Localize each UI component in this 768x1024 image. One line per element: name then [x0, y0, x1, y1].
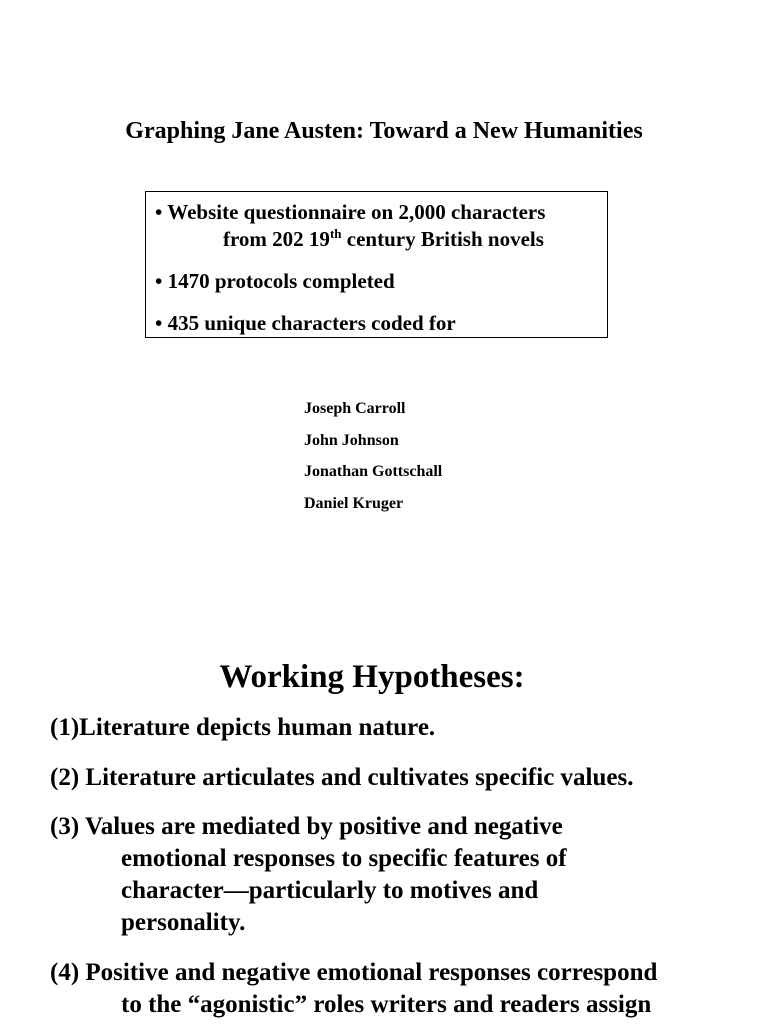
hypothesis-4-line: (4) Positive and negative emotional responses correspond: [50, 959, 658, 986]
author-name: Daniel Kruger: [304, 494, 404, 512]
hypothesis-1: (1)Literature depicts human nature.: [50, 714, 436, 741]
hypothesis-3: [50, 811, 567, 939]
author-name: Jonathan Gottschall: [304, 463, 443, 480]
hypothesis-2: (2) Literature articulates and cultivates specific values.: [50, 764, 634, 791]
hypothesis-3-line: personality.: [121, 909, 246, 936]
author-list: [304, 397, 442, 523]
page-title: Graphing Jane Austen: Toward a New Humanities: [125, 118, 643, 144]
hypothesis-3-line: (3) Values are mediated by positive and negative: [50, 813, 563, 840]
hypothesis-4-line: to the “agonistic” roles writers and readers assign: [121, 991, 652, 1018]
hypothesis-3-line: emotional responses to specific features of: [121, 845, 567, 872]
summary-bullet-questionnaire: • Website questionnaire on 2,000 characters: [155, 200, 546, 224]
summary-box: [145, 191, 608, 338]
century-text: century British novels: [341, 227, 544, 251]
author-name: Joseph Carroll: [304, 400, 406, 417]
summary-bullet-characters: • 435 unique characters coded for: [155, 311, 456, 335]
author-name: John Johnson: [304, 431, 399, 449]
summary-bullet-questionnaire-continuation: [223, 226, 544, 252]
hypothesis-4: [50, 957, 657, 1021]
hypotheses-heading: Working Hypotheses:: [219, 659, 525, 695]
summary-bullet-protocols: • 1470 protocols completed: [155, 269, 395, 293]
hypothesis-3-line: character—particularly to motives and: [121, 877, 539, 904]
novels-count-text: from 202 19: [223, 227, 330, 251]
ordinal-superscript: th: [329, 226, 342, 241]
